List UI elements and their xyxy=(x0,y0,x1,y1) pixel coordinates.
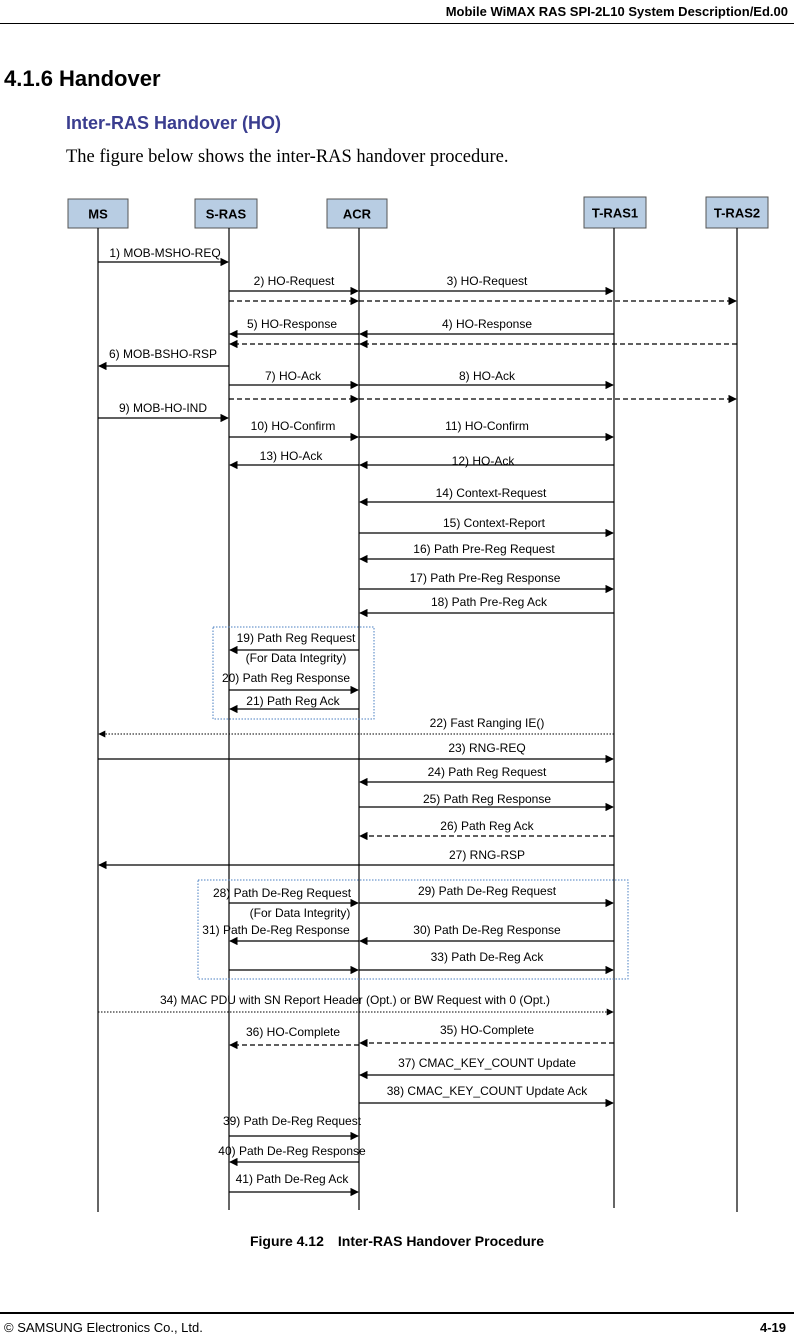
message-label-6: 5) HO-Response xyxy=(246,317,338,331)
message-label-20: 14) Context-Request xyxy=(435,486,547,500)
message-label-39: 33) Path De-Reg Ack xyxy=(430,950,544,964)
message-label-33: 27) RNG-RSP xyxy=(448,848,526,862)
message-label-43: 37) CMAC_KEY_COUNT Update xyxy=(398,1056,576,1070)
message-label-12: 8) HO-Ack xyxy=(458,369,516,383)
footer-rule xyxy=(0,1312,794,1314)
data-integrity-note-1: (For Data Integrity) xyxy=(245,651,347,665)
message-label-26: 20) Path Reg Response xyxy=(221,671,351,685)
footer-copyright: © SAMSUNG Electronics Co., Ltd. xyxy=(4,1320,203,1335)
message-label-34: 28) Path De-Reg Request xyxy=(212,886,352,900)
message-label-18: 13) HO-Ack xyxy=(259,449,323,463)
message-label-2: 2) HO-Request xyxy=(253,274,335,288)
message-label-31: 25) Path Reg Response xyxy=(422,792,552,806)
message-label-44: 38) CMAC_KEY_COUNT Update Ack xyxy=(386,1084,588,1098)
message-label-35: 29) Path De-Reg Request xyxy=(417,884,557,898)
entity-label-ms: MS xyxy=(88,206,108,222)
message-label-29: 23) RNG-REQ xyxy=(448,741,526,755)
figure-caption xyxy=(0,1233,794,1249)
message-label-27: 21) Path Reg Ack xyxy=(246,694,340,708)
data-integrity-note-2: (For Data Integrity) xyxy=(249,906,351,920)
intro-paragraph: The figure below shows the inter-RAS handover procedure. xyxy=(66,147,509,167)
message-label-23: 17) Path Pre-Reg Response xyxy=(409,571,561,585)
figure-number: Figure 4.12 xyxy=(249,1233,324,1249)
figure-title: Inter-RAS Handover Procedure xyxy=(337,1233,545,1249)
entity-label-t-ras1: T-RAS1 xyxy=(591,205,639,221)
message-label-41: 36) HO-Complete xyxy=(245,1025,341,1039)
message-label-1: 1) MOB-MSHO-REQ xyxy=(109,246,221,260)
message-label-17: 11) HO-Confirm xyxy=(445,419,529,433)
message-label-24: 18) Path Pre-Reg Ack xyxy=(430,595,548,609)
message-label-21: 15) Context-Report xyxy=(442,516,546,530)
message-label-10: 6) MOB-BSHO-RSP xyxy=(108,347,218,361)
footer-page-number: 4-19 xyxy=(759,1320,786,1335)
message-label-15: 9) MOB-HO-IND xyxy=(119,401,207,415)
message-label-16: 10) HO-Confirm xyxy=(250,419,336,433)
message-label-11: 7) HO-Ack xyxy=(264,369,322,383)
entity-label-s-ras: S-RAS xyxy=(205,206,247,222)
message-label-42: 35) HO-Complete xyxy=(439,1023,535,1037)
message-label-47: 41) Path De-Reg Ack xyxy=(235,1172,349,1186)
subsection-title: Inter-RAS Handover (HO) xyxy=(66,113,282,133)
message-label-37: 30) Path De-Reg Response xyxy=(413,923,561,937)
entity-label-acr: ACR xyxy=(342,206,372,222)
message-label-19: 12) HO-Ack xyxy=(451,454,515,468)
message-label-36: 31) Path De-Reg Response xyxy=(202,923,350,937)
message-label-46: 40) Path De-Reg Response xyxy=(218,1144,366,1158)
message-label-30: 24) Path Reg Request xyxy=(427,765,547,779)
document-header-title: Mobile WiMAX RAS SPI-2L10 System Description/Ed.00 xyxy=(445,4,788,19)
section-title: 4.1.6 Handover xyxy=(4,66,161,91)
message-label-7: 4) HO-Response xyxy=(441,317,533,331)
entity-label-t-ras2: T-RAS2 xyxy=(713,205,761,221)
message-label-40: 34) MAC PDU with SN Report Header (Opt.) or BW Request with 0 (Opt.) xyxy=(159,993,551,1007)
message-label-25: 19) Path Reg Request xyxy=(236,631,356,645)
message-label-3: 3) HO-Request xyxy=(446,274,528,288)
message-label-22: 16) Path Pre-Reg Request xyxy=(413,542,555,556)
message-label-45: 39) Path De-Reg Request xyxy=(222,1114,362,1128)
message-label-28: 22) Fast Ranging IE() xyxy=(429,716,545,730)
message-label-32: 26) Path Reg Ack xyxy=(440,819,534,833)
